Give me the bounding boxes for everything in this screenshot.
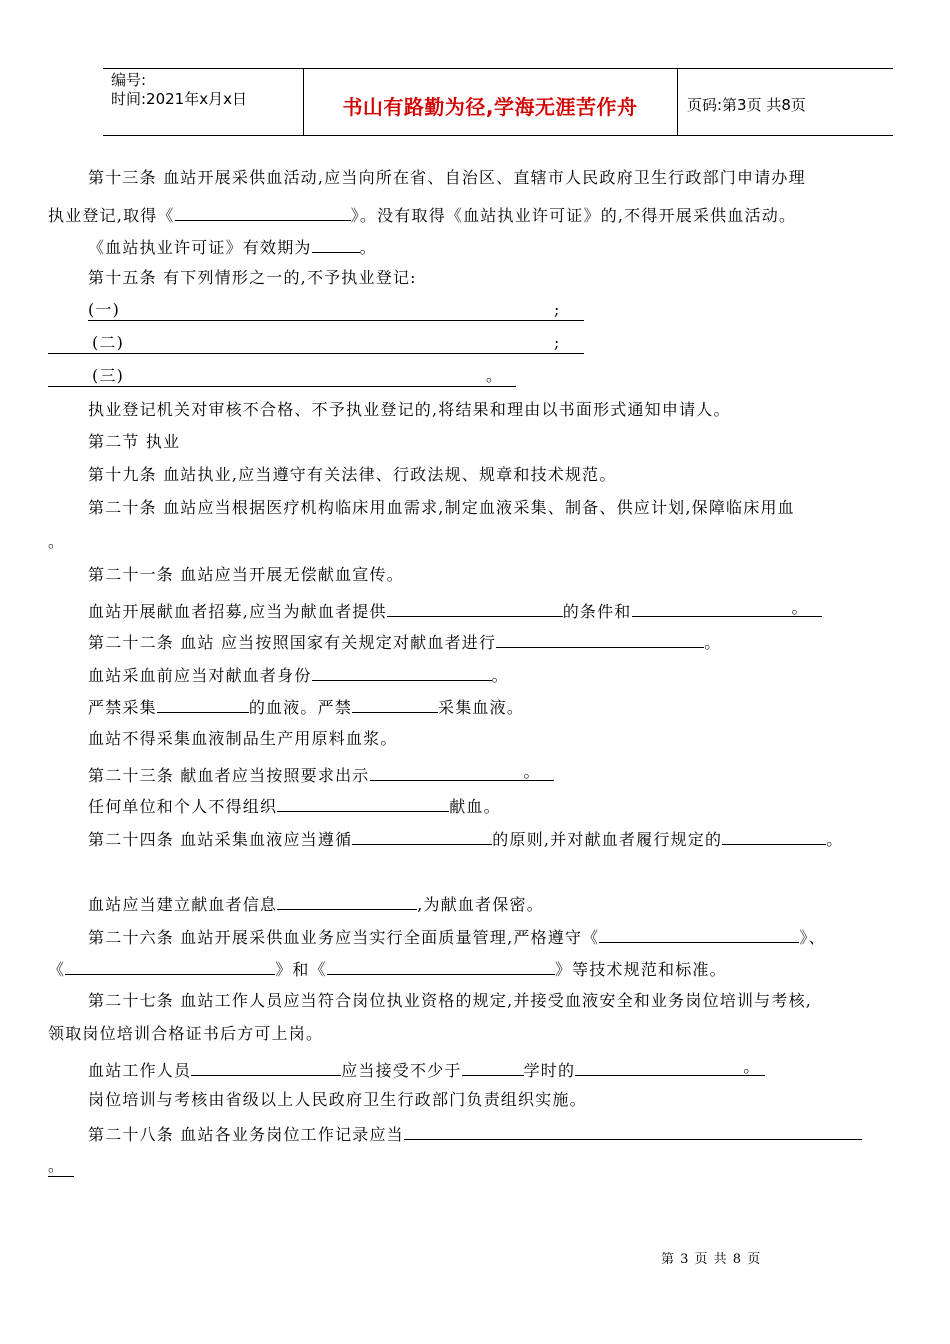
paragraph-line: 血站开展献血者招募,应当为献血者提供 的条件和 。 [88,598,822,622]
date-label: 时间:2021年x月x日 [111,90,247,108]
paragraph-line: 血站工作人员 应当接受不少于 学时的 。 [88,1057,765,1081]
fill-blank [722,828,826,845]
fill-blank [387,600,563,617]
fill-blank: 。 [575,1057,765,1076]
paragraph-line: 严禁采集 的血液。严禁 采集血液。 [88,698,525,717]
paragraph-line: 血站应当建立献血者信息 ,为献血者保密。 [88,895,544,914]
serial-label: 编号: [111,71,147,89]
paragraph-line: 任何单位和个人不得组织 献血。 [88,797,501,816]
fill-blank [65,958,275,975]
fill-line: 。 [48,1156,74,1177]
paragraph-line: 。 [48,532,66,551]
paragraph-line: 执业登记,取得《 》。没有取得《血站执业许可证》的,不得开展采供血活动。 [48,206,797,225]
paragraph-line: 第二十七条 血站工作人员应当符合岗位执业资格的规定,并接受血液安全和业务岗位培训与考核, [88,991,813,1010]
paragraph-line: 第十三条 血站开展采供血活动,应当向所在省、自治区、直辖市人民政府卫生行政部门申请办理 [88,168,806,187]
page-header [103,68,893,136]
paragraph-line: 第十九条 血站执业,应当遵守有关法律、行政法规、规章和技术规范。 [88,465,617,484]
header-page-label: 页码:第3页 共8页 [687,96,806,114]
fill-blank [157,696,249,713]
paragraph-line: 第二十条 血站应当根据医疗机构临床用血需求,制定血液采集、制备、供应计划,保障临床用血 [88,498,795,517]
paragraph-line: 第二十三条 献血者应当按照要求出示 。 [88,762,554,786]
fill-blank [496,631,704,648]
fill-line: (二) ; [48,333,584,354]
fill-blank [312,664,492,681]
paragraph-line: 领取岗位培训合格证书后方可上岗。 [48,1024,324,1043]
section-heading: 第二节 执业 [88,432,181,451]
fill-blank [191,1059,341,1076]
fill-blank: 。 [632,598,822,617]
header-divider [677,69,678,135]
paragraph-line: 第二十二条 血站 应当按照国家有关规定对献血者进行 。 [88,633,722,652]
paragraph-line: 《血站执业许可证》有效期为 。 [88,238,377,257]
fill-blank [277,795,449,812]
fill-blank [404,1123,862,1140]
paragraph-line: 血站不得采集血液制品生产用原料血浆。 [88,729,398,748]
paragraph-line: 第二十六条 血站开展采供血业务应当实行全面质量管理,严格遵守《 》、 [88,928,826,947]
fill-line: (一) ; [88,300,584,321]
fill-blank [599,926,799,943]
header-motto: 书山有路勤为径,学海无涯苦作舟 [342,95,638,119]
fill-blank [462,1059,524,1076]
fill-blank [312,236,360,253]
paragraph-line: 第十五条 有下列情形之一的,不予执业登记: [88,268,417,287]
page-footer: 第 3 页 共 8 页 [661,1252,762,1267]
fill-blank: 。 [370,762,554,781]
paragraph-line: 岗位培训与考核由省级以上人民政府卫生行政部门负责组织实施。 [88,1090,587,1109]
paragraph-line: 执业登记机关对审核不合格、不予执业登记的,将结果和理由以书面形式通知申请人。 [88,400,731,419]
paragraph-line: 《 》和《 》等技术规范和标准。 [48,960,727,979]
fill-blank [277,893,417,910]
paragraph-line: 第二十八条 血站各业务岗位工作记录应当 [88,1123,862,1145]
fill-blank [352,828,492,845]
paragraph-line: 第二十四条 血站采集血液应当遵循 的原则,并对献血者履行规定的 。 [88,830,844,849]
fill-blank [352,696,438,713]
fill-blank [327,958,555,975]
fill-line: (三) 。 [48,366,516,387]
paragraph-line: 第二十一条 血站应当开展无偿献血宣传。 [88,565,404,584]
paragraph-line: 血站采血前应当对献血者身份 。 [88,666,509,685]
header-left-cell [111,71,247,109]
fill-blank [175,204,351,221]
